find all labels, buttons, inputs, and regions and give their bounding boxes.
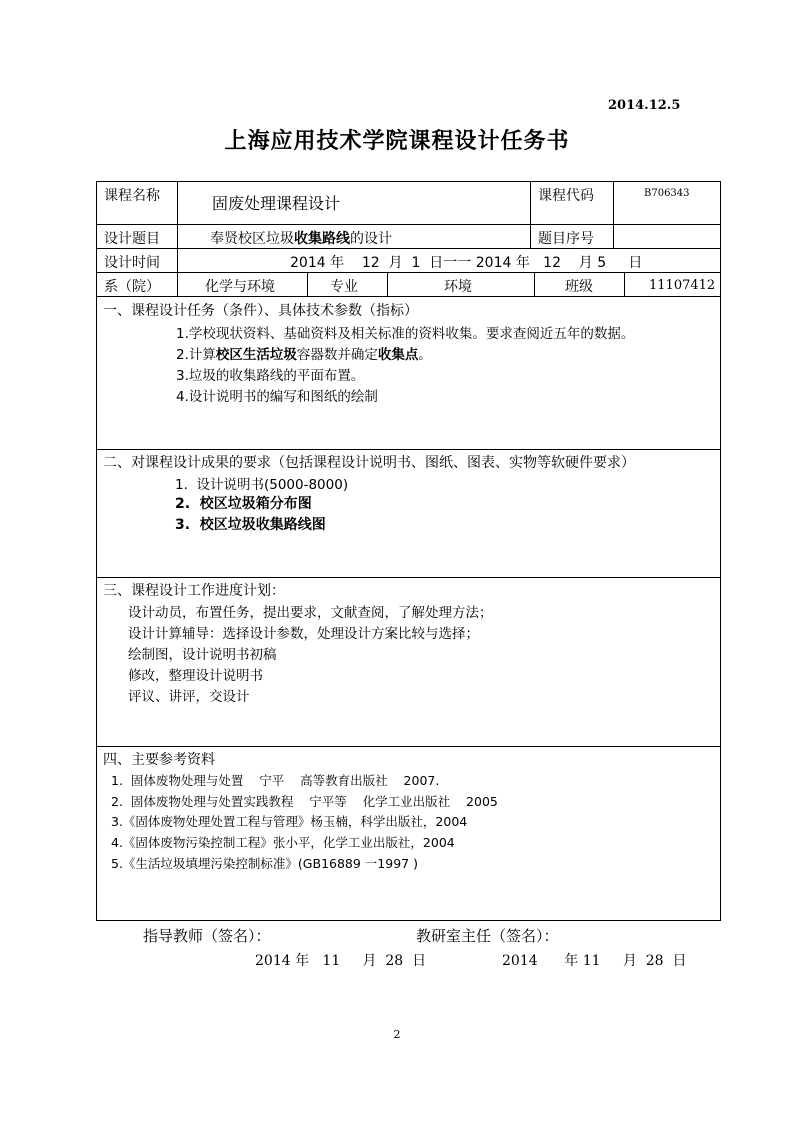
reference-item: 1. 固体废物处理与处置 宁平 高等教育出版社 2007.: [111, 773, 440, 788]
major-label: 专业: [330, 279, 358, 295]
row-divider: [97, 449, 720, 450]
section1-item: 2.计算校区生活垃圾容器数并确定收集点。: [176, 347, 432, 363]
director-signature-label: 教研室主任（签名）：: [416, 927, 559, 945]
director-sign-date: 2014 年 11 月 28 日: [502, 953, 687, 969]
page-number: 2: [393, 1028, 401, 1041]
dept-label: 系（院）: [104, 279, 160, 295]
header-date: 2014.12.5: [608, 98, 681, 113]
col-divider: [307, 272, 308, 296]
class-value: 11107412: [649, 278, 716, 293]
instructor-sign-date: 2014 年 11 月 28 日: [255, 953, 427, 969]
major-value: 环境: [444, 279, 472, 295]
instructor-signature-label: 指导教师（签名）：: [143, 927, 271, 945]
section2-item: 1. 设计说明书(5000-8000): [175, 477, 349, 493]
section3-item: 设计计算辅导：选择设计参数，处理设计方案比较与选择；: [128, 626, 479, 642]
reference-item: 5.《生活垃圾填埋污染控制标准》(GB16889 一1997 ): [111, 856, 418, 871]
page-title: 上海应用技术学院课程设计任务书: [224, 128, 570, 154]
row-divider: [97, 272, 720, 273]
reference-item: 4.《固体废物污染控制工程》张小平，化学工业出版社，2004: [111, 835, 455, 850]
topic-label: 设计题目: [104, 231, 160, 247]
task-table: [96, 181, 721, 921]
section2-heading: 二、对课程设计成果的要求（包括课程设计说明书、图纸、图表、实物等软硬件要求）: [103, 455, 635, 471]
row-divider: [97, 224, 720, 225]
section1-heading: 一、课程设计任务（条件）、具体技术参数（指标）: [103, 303, 418, 319]
reference-item: 3.《固体废物处理处置工程与管理》杨玉楠，科学出版社，2004: [111, 814, 468, 829]
section3-item: 绘制图，设计说明书初稿: [128, 647, 277, 663]
course-code-label: 课程代码: [538, 188, 594, 204]
row-divider: [97, 248, 720, 249]
topic-no-label: 题目序号: [538, 231, 594, 247]
section3-item: 修改，整理设计说明书: [128, 668, 263, 684]
dept-value: 化学与环境: [205, 279, 275, 295]
section2-item: 3. 校区垃圾收集路线图: [175, 517, 326, 533]
col-divider: [534, 272, 535, 296]
col-divider: [387, 272, 388, 296]
course-name-value: 固废处理课程设计: [212, 194, 341, 213]
time-label: 设计时间: [104, 255, 160, 271]
section3-item: 设计动员，布置任务，提出要求，文献查阅，了解处理方法；: [128, 605, 493, 621]
section1-item: 1.学校现状资料、基础资料及相关标准的资料收集。要求查阅近五年的数据。: [176, 326, 635, 342]
course-name-label: 课程名称: [104, 188, 160, 204]
row-divider: [97, 577, 720, 578]
row-divider: [97, 296, 720, 297]
row-divider: [97, 746, 720, 747]
reference-item: 2. 固体废物处理与处置实践教程 宁平等 化学工业出版社 2005: [111, 794, 498, 809]
section1-item: 4.设计说明书的编写和图纸的绘制: [176, 389, 378, 405]
class-label: 班级: [565, 279, 593, 295]
section2-item: 2. 校区垃圾箱分布图: [175, 496, 312, 512]
time-value: 2014 年 12 月 1 日一一 2014 年 12 月 5 日: [290, 255, 643, 271]
section3-heading: 三、课程设计工作进度计划：: [103, 583, 285, 599]
section4-heading: 四、主要参考资料: [103, 752, 215, 768]
col-divider: [177, 182, 178, 296]
section3-item: 评议、讲评，交设计: [128, 689, 250, 705]
course-code-value: B706343: [644, 188, 690, 199]
col-divider: [530, 182, 531, 248]
topic-value: 奉贤校区垃圾收集路线的设计: [210, 231, 392, 247]
col-divider: [613, 182, 614, 248]
section1-item: 3.垃圾的收集路线的平面布置。: [176, 368, 365, 384]
col-divider: [624, 272, 625, 296]
